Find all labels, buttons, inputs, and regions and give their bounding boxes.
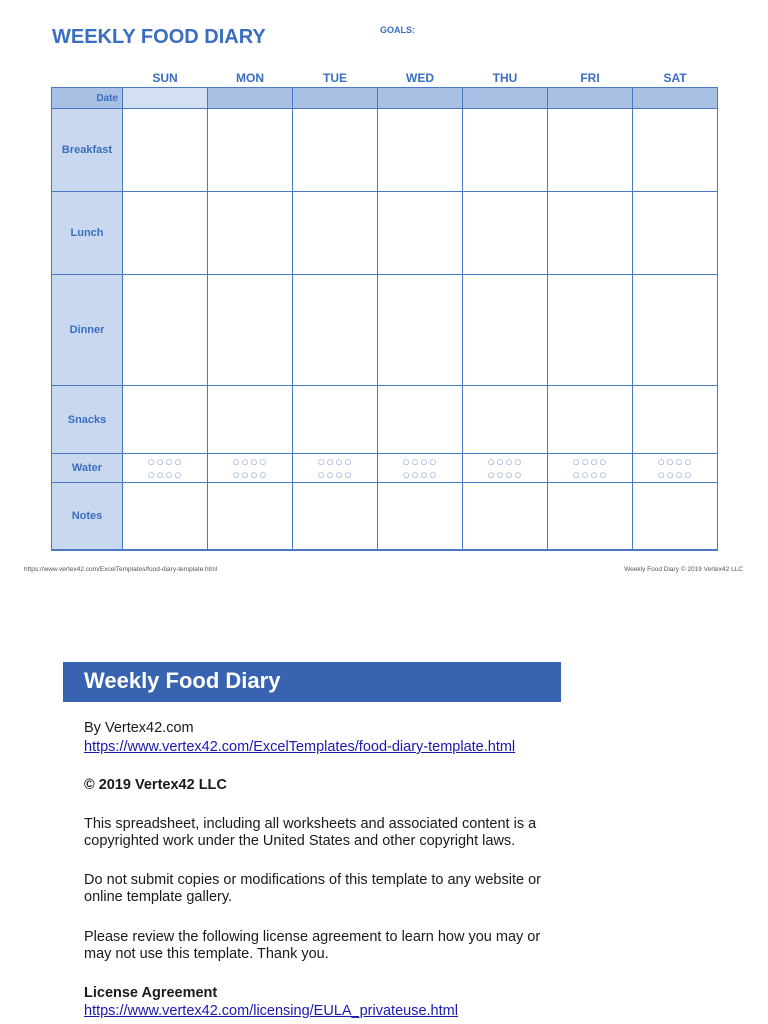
water-circles-icon[interactable]: ○○○○ [657, 454, 693, 469]
notes-cell-fri[interactable] [548, 483, 633, 550]
notes-cell-wed[interactable] [378, 483, 463, 550]
day-header-sun: SUN [152, 71, 178, 85]
lunch-cell-thu[interactable] [463, 192, 548, 275]
info-paragraph-2-line-1: Do not submit copies or modifications of this template to any website or [84, 872, 541, 888]
breakfast-cell-thu[interactable] [463, 109, 548, 192]
notes-cell-sat[interactable] [633, 483, 718, 550]
row-label-breakfast: Breakfast [52, 109, 123, 192]
notes-cell-tue[interactable] [293, 483, 378, 550]
info-copyright: © 2019 Vertex42 LLC [84, 777, 227, 793]
water-circles-icon[interactable]: ○○○○ [487, 454, 523, 469]
water-circles-icon[interactable]: ○○○○ [487, 467, 523, 482]
water-cell-sun[interactable] [123, 454, 208, 483]
day-header-row [52, 65, 718, 88]
water-cell-fri[interactable] [548, 454, 633, 483]
license-heading: License Agreement [84, 985, 218, 1001]
notes-cell-thu[interactable] [463, 483, 548, 550]
water-circles-icon[interactable]: ○○○○ [317, 467, 353, 482]
row-label-snacks: Snacks [52, 386, 123, 454]
info-banner: Weekly Food Diary [63, 662, 561, 702]
lunch-row [52, 192, 718, 275]
lunch-cell-sat[interactable] [633, 192, 718, 275]
breakfast-row [52, 109, 718, 192]
dinner-cell-wed[interactable] [378, 275, 463, 386]
water-circles-icon[interactable]: ○○○○ [317, 454, 353, 469]
info-paragraph-3-line-2: may not use this template. Thank you. [84, 946, 329, 962]
page-title: WEEKLY FOOD DIARY [52, 26, 266, 48]
water-cell-thu[interactable] [463, 454, 548, 483]
snacks-cell-mon[interactable] [208, 386, 293, 454]
info-paragraph-3-line-1: Please review the following license agreement to learn how you may or [84, 929, 541, 945]
lunch-cell-wed[interactable] [378, 192, 463, 275]
info-paragraph-2-line-2: online template gallery. [84, 889, 233, 905]
date-cell-fri[interactable] [548, 88, 633, 109]
breakfast-cell-sun[interactable] [123, 109, 208, 192]
breakfast-cell-fri[interactable] [548, 109, 633, 192]
goals-label: GOALS: [380, 25, 415, 35]
notes-row [52, 483, 718, 550]
water-cell-tue[interactable] [293, 454, 378, 483]
breakfast-cell-tue[interactable] [293, 109, 378, 192]
water-circles-icon[interactable]: ○○○○ [572, 454, 608, 469]
water-cell-mon[interactable] [208, 454, 293, 483]
day-header-fri: FRI [580, 71, 600, 85]
info-paragraph-1-line-1: This spreadsheet, including all worksheets and associated content is a [84, 816, 537, 832]
water-circles-icon[interactable]: ○○○○ [232, 467, 268, 482]
dinner-cell-sat[interactable] [633, 275, 718, 386]
lunch-cell-sun[interactable] [123, 192, 208, 275]
footer-copyright: Weekly Food Diary © 2019 Vertex42 LLC [624, 566, 743, 573]
lunch-cell-mon[interactable] [208, 192, 293, 275]
breakfast-cell-sat[interactable] [633, 109, 718, 192]
dinner-cell-fri[interactable] [548, 275, 633, 386]
snacks-cell-sat[interactable] [633, 386, 718, 454]
row-label-date: Date [52, 88, 123, 109]
snacks-cell-fri[interactable] [548, 386, 633, 454]
info-paragraph-1-line-2: copyrighted work under the United States and other copyright laws. [84, 833, 516, 849]
day-header-wed: WED [406, 71, 434, 85]
dinner-cell-mon[interactable] [208, 275, 293, 386]
date-cell-tue[interactable] [293, 88, 378, 109]
date-cell-sun[interactable] [123, 88, 208, 109]
row-label-lunch: Lunch [52, 192, 123, 275]
dinner-cell-thu[interactable] [463, 275, 548, 386]
breakfast-cell-mon[interactable] [208, 109, 293, 192]
info-by: By Vertex42.com [84, 720, 194, 736]
water-circles-icon[interactable]: ○○○○ [232, 454, 268, 469]
snacks-row [52, 386, 718, 454]
water-circles-icon[interactable]: ○○○○ [147, 454, 183, 469]
snacks-cell-wed[interactable] [378, 386, 463, 454]
notes-cell-mon[interactable] [208, 483, 293, 550]
license-link[interactable]: https://www.vertex42.com/licensing/EULA_privateuse.html [84, 1003, 458, 1019]
water-circles-icon[interactable]: ○○○○ [402, 454, 438, 469]
snacks-cell-thu[interactable] [463, 386, 548, 454]
water-circles-icon[interactable]: ○○○○ [572, 467, 608, 482]
food-diary-table [51, 65, 718, 551]
row-label-notes: Notes [52, 483, 123, 550]
day-header-sat: SAT [663, 71, 687, 85]
dinner-cell-sun[interactable] [123, 275, 208, 386]
header-corner [52, 65, 123, 88]
water-circles-icon[interactable]: ○○○○ [147, 467, 183, 482]
breakfast-cell-wed[interactable] [378, 109, 463, 192]
lunch-cell-fri[interactable] [548, 192, 633, 275]
water-row [52, 454, 718, 483]
date-cell-thu[interactable] [463, 88, 548, 109]
date-cell-sat[interactable] [633, 88, 718, 109]
day-header-thu: THU [492, 71, 518, 85]
date-cell-wed[interactable] [378, 88, 463, 109]
row-label-dinner: Dinner [52, 275, 123, 386]
date-row [52, 88, 718, 109]
row-label-water: Water [52, 454, 123, 483]
dinner-cell-tue[interactable] [293, 275, 378, 386]
day-header-tue: TUE [323, 71, 347, 85]
water-circles-icon[interactable]: ○○○○ [657, 467, 693, 482]
info-template-link[interactable]: https://www.vertex42.com/ExcelTemplates/food-diary-template.html [84, 739, 516, 755]
water-cell-wed[interactable] [378, 454, 463, 483]
dinner-row [52, 275, 718, 386]
water-circles-icon[interactable]: ○○○○ [402, 467, 438, 482]
lunch-cell-tue[interactable] [293, 192, 378, 275]
day-header-mon: MON [236, 71, 264, 85]
date-cell-mon[interactable] [208, 88, 293, 109]
snacks-cell-tue[interactable] [293, 386, 378, 454]
notes-cell-sun[interactable] [123, 483, 208, 550]
water-cell-sat[interactable] [633, 454, 718, 483]
snacks-cell-sun[interactable] [123, 386, 208, 454]
footer-url: https://www.vertex42.com/ExcelTemplates/food-diary-template.html [24, 566, 218, 573]
